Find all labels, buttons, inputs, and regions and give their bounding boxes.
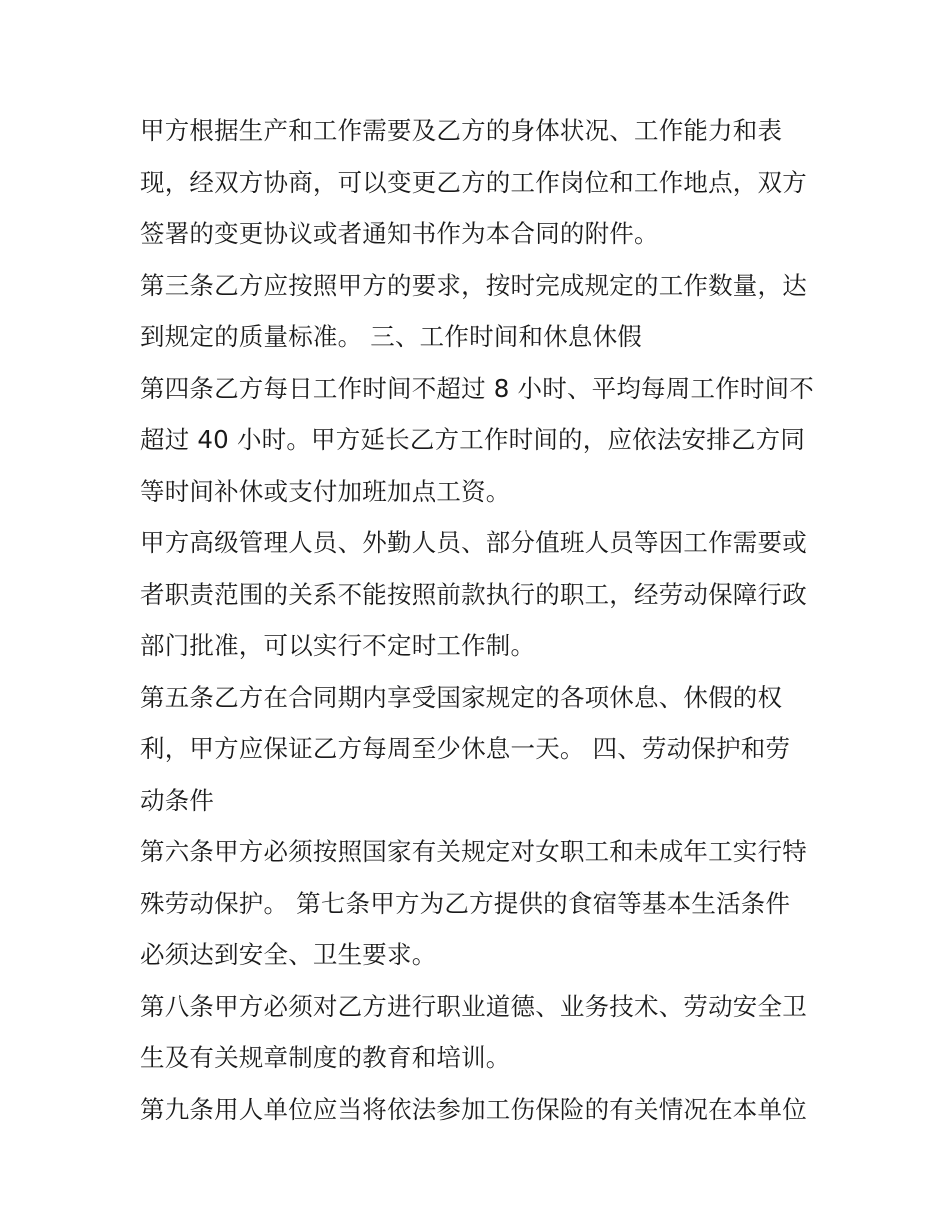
text-line: 到规定的质量标准。 三、工作时间和休息休假 — [140, 322, 642, 351]
text-line: 现，经双方协商，可以变更乙方的工作岗位和工作地点，双方 — [140, 167, 807, 197]
text-line: 甲方高级管理人员、外勤人员、部分值班人员等因工作需要或 — [140, 528, 807, 557]
text-line: 生及有关规章制度的教育和培训。 — [140, 1043, 511, 1072]
text-line: 签署的变更协议或者通知书作为本合同的附件。 — [140, 219, 659, 248]
text-line: 部门批准，可以实行不定时工作制。 — [140, 631, 536, 660]
text-line: 必须达到安全、卫生要求。 — [140, 940, 437, 969]
text-line: 等时间补休或支付加班加点工资。 — [140, 476, 511, 506]
text-line: 第三条乙方应按照甲方的要求，按时完成规定的工作数量，达 — [140, 270, 807, 300]
text-line: 第八条甲方必须对乙方进行职业道德、业务技术、劳动安全卫 — [140, 991, 807, 1021]
text-line: 动条件 — [140, 785, 215, 815]
text-line: 超过 40 小时。甲方延长乙方工作时间的，应依法安排乙方同 — [140, 425, 806, 454]
text-line: 第五条乙方在合同期内享受国家规定的各项休息、休假的权 — [140, 682, 783, 712]
text-line: 利，甲方应保证乙方每周至少休息一天。 四、劳动保护和劳 — [140, 734, 791, 763]
text-line: 第四条乙方每日工作时间不超过 8 小时、平均每周工作时间不 — [140, 373, 814, 403]
document-body — [140, 105, 820, 1135]
text-line: 者职责范围的关系不能按照前款执行的职工，经劳动保障行政 — [140, 579, 807, 609]
text-line: 殊劳动保护。 第七条甲方为乙方提供的食宿等基本生活条件 — [140, 888, 791, 918]
text-line: 甲方根据生产和工作需要及乙方的身体状况、工作能力和表 — [140, 116, 783, 145]
text-line: 第六条甲方必须按照国家有关规定对女职工和未成年工实行特 — [140, 837, 807, 866]
text-line: 第九条用人单位应当将依法参加工伤保险的有关情况在本单位 — [140, 1094, 807, 1124]
